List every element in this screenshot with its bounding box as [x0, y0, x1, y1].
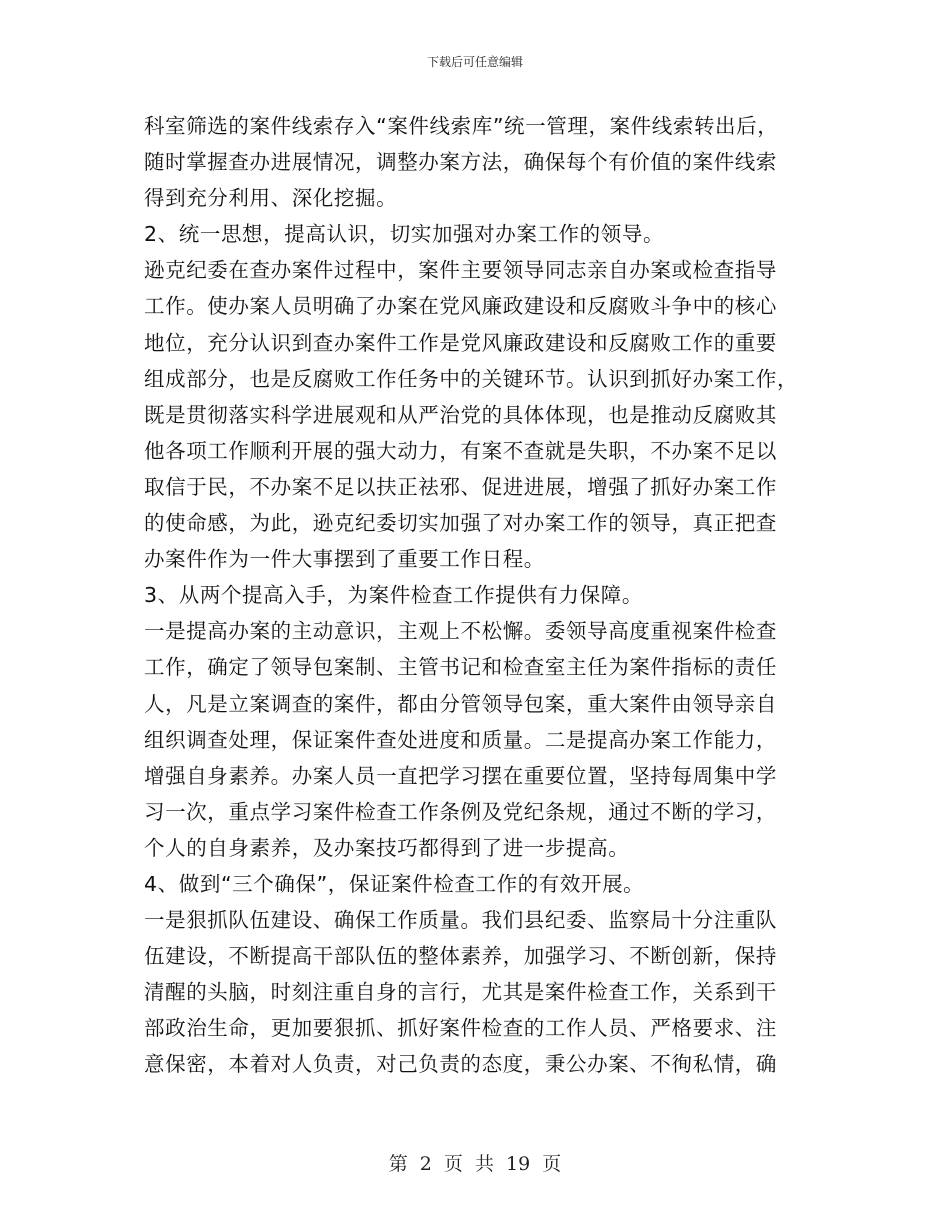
text-line: 得到充分利用、深化挖掘。: [144, 186, 398, 211]
text-line: 部政治生命，更加要狠抓、抓好案件检查的工作人员、严格要求、注: [144, 1016, 777, 1041]
text-line: 随时掌握查办进展情况，调整办案方法，确保每个有价值的案件线索: [144, 150, 777, 175]
page-header: 下载后可任意编辑: [426, 55, 523, 69]
text-line: 习一次，重点学习案件检查工作条例及党纪条规，通过不断的学习，: [144, 799, 777, 824]
text-line: 2、统一思想，提高认识，切实加强对办案工作的领导。: [144, 222, 665, 247]
text-line: 地位，充分认识到查办案件工作是党风廉政建设和反腐败工作的重要: [144, 330, 777, 355]
text-line: 个人的自身素养，及办案技巧都得到了进一步提高。: [144, 835, 630, 860]
text-line: 人，凡是立案调查的案件，都由分管领导包案，重大案件由领导亲自: [144, 691, 777, 716]
text-line: 3、从两个提高入手，为案件检查工作提供有力保障。: [144, 583, 643, 608]
text-line: 伍建设，不断提高干部队伍的整体素养，加强学习、不断创新，保持: [144, 944, 777, 969]
text-line: 科室筛选的案件线索存入“案件线索库”统一管理，案件线索转出后，: [144, 114, 779, 138]
text-line: 逊克纪委在查办案件过程中，案件主要领导同志亲自办案或检查指导: [144, 258, 777, 283]
text-line: 清醒的头脑，时刻注重自身的言行，尤其是案件检查工作，关系到干: [144, 980, 777, 1005]
document-body: [144, 108, 824, 1083]
text-line: 4、做到“三个确保”，保证案件检查工作的有效开展。: [144, 871, 645, 896]
text-line: 取信于民，不办案不足以扶正祛邪、促进进展，增强了抓好办案工作: [144, 474, 777, 499]
text-line: 的使命感，为此，逊克纪委切实加强了对办案工作的领导，真正把查: [144, 511, 777, 536]
text-line: 办案件作为一件大事摆到了重要工作日程。: [144, 547, 545, 572]
text-line: 意保密，本着对人负责，对己负责的态度，秉公办案、不徇私情，确: [144, 1052, 777, 1077]
text-line: 组织调查处理，保证案件查处进度和质量。二是提高办案工作能力，: [144, 727, 777, 752]
text-line: 既是贯彻落实科学进展观和从严治党的具体体现，也是推动反腐败其: [144, 402, 777, 427]
text-line: 他各项工作顺利开展的强大动力，有案不查就是失职，不办案不足以: [144, 438, 777, 463]
text-line: 工作。使办案人员明确了办案在党风廉政建设和反腐败斗争中的核心: [144, 294, 777, 319]
text-line: 一是狠抓队伍建设、确保工作质量。我们县纪委、监察局十分注重队: [144, 908, 777, 933]
text-line: 一是提高办案的主动意识，主观上不松懈。委领导高度重视案件检查: [144, 619, 777, 644]
text-line: 增强自身素养。办案人员一直把学习摆在重要位置，坚持每周集中学: [144, 763, 777, 788]
text-line: 组成部分，也是反腐败工作任务中的关键环节。认识到抓好办案工作，: [144, 366, 799, 391]
text-line: 工作，确定了领导包案制、主管书记和检查室主任为案件指标的责任: [144, 655, 777, 680]
page-footer: 第 2 页 共 19 页: [388, 1153, 562, 1175]
